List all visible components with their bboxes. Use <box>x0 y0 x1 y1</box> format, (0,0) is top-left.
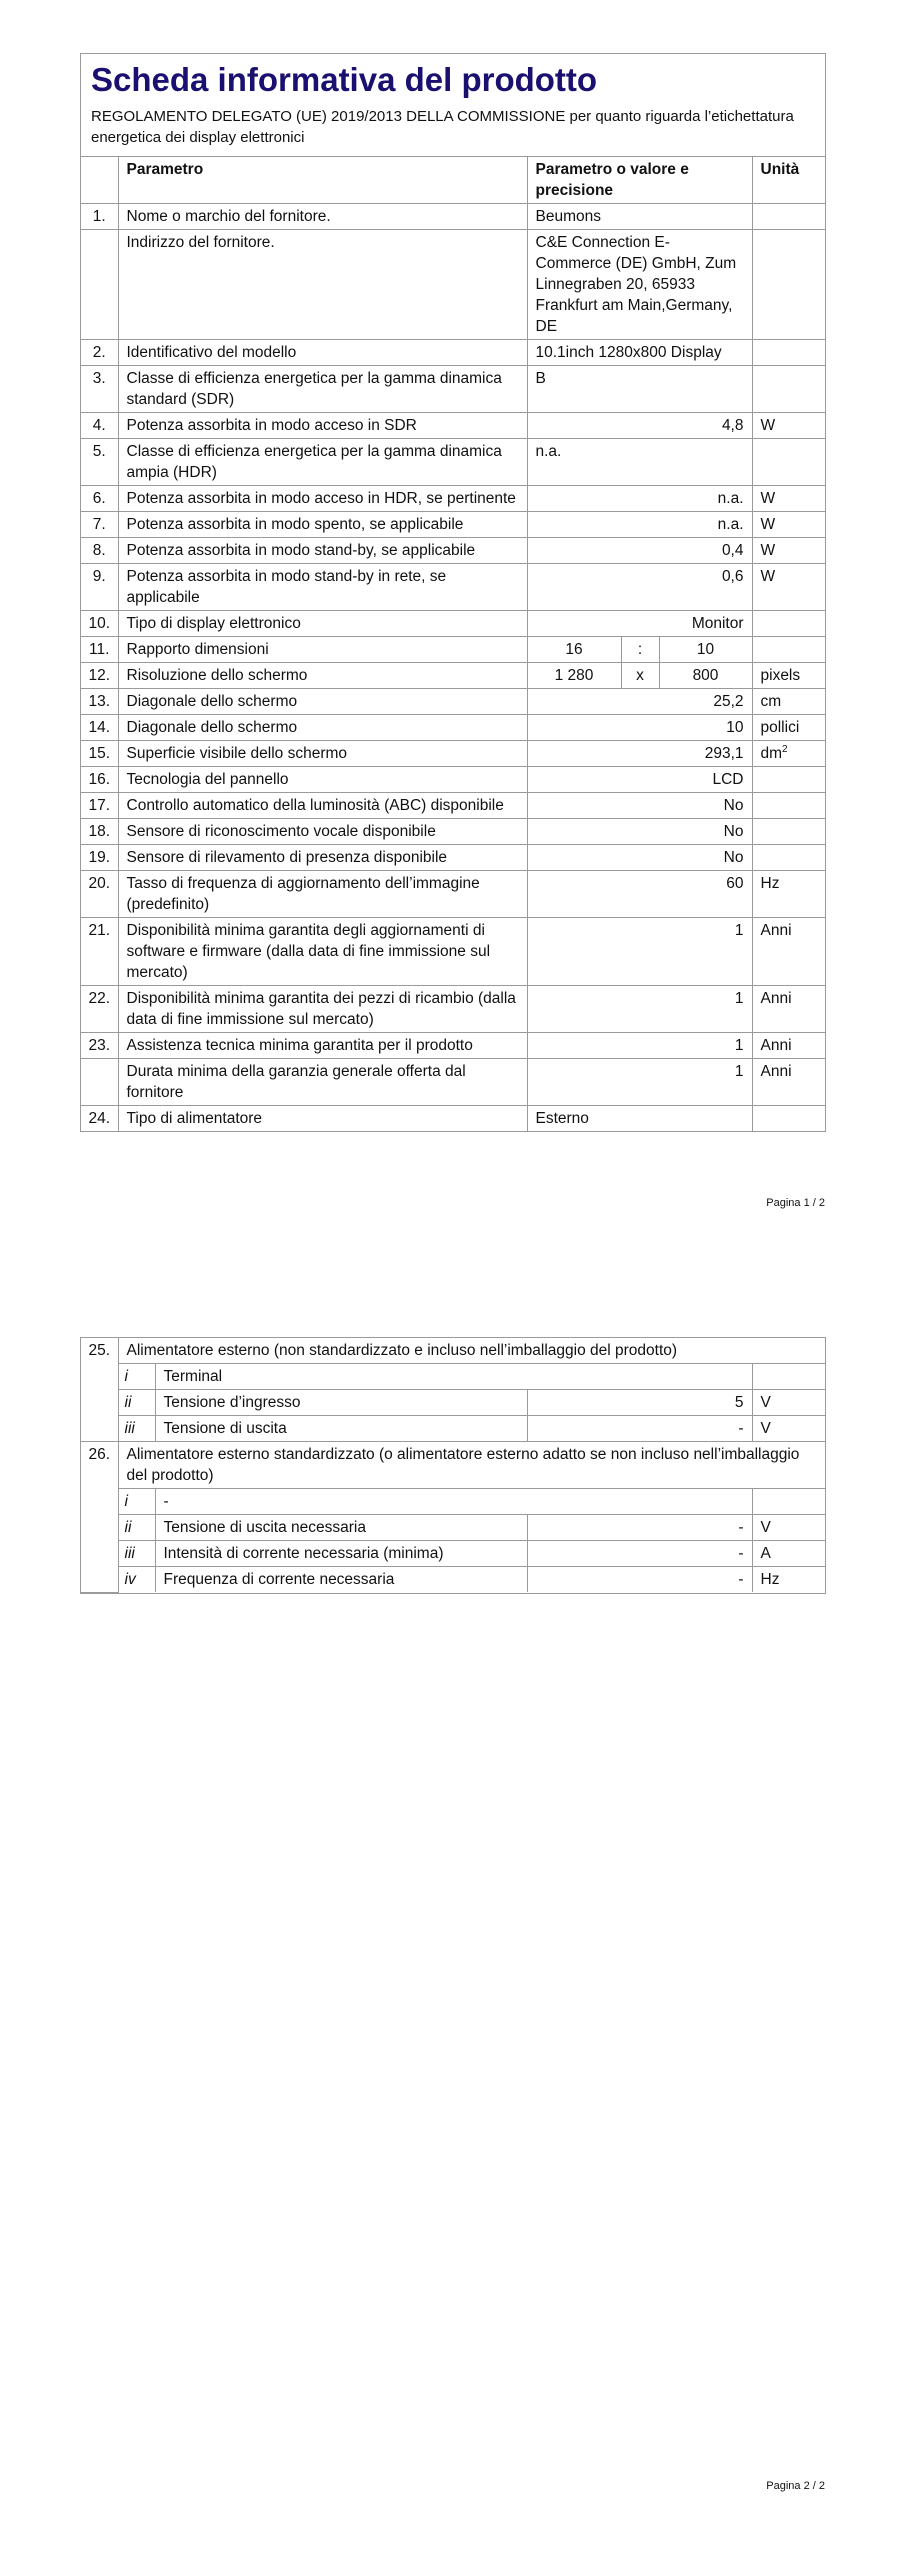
sub-row <box>81 1416 825 1442</box>
page-title: Scheda informativa del prodotto <box>91 61 598 98</box>
sub-row-unit: V <box>752 1416 825 1442</box>
section-title-row <box>81 1338 825 1364</box>
row-unit <box>752 340 825 366</box>
row-parameter: Tecnologia del pannello <box>118 767 527 793</box>
row-unit <box>752 986 825 1033</box>
row-parameter: Tasso di frequenza di aggiornamento dell’immagine (predefinito) <box>118 871 527 918</box>
row-value: 1 <box>527 986 752 1033</box>
table-row <box>81 230 825 340</box>
row-parameter: Disponibilità minima garantita dei pezzi di ricambio (dalla data di fine immissione sul mercato) <box>118 986 527 1033</box>
table-row <box>81 986 825 1033</box>
row-number: 11. <box>81 637 118 663</box>
row-number: 17. <box>81 793 118 819</box>
table-row <box>81 486 825 512</box>
row-number: 3. <box>81 366 118 413</box>
row-unit <box>752 439 825 486</box>
row-parameter: Potenza assorbita in modo stand-by, se applicabile <box>118 538 527 564</box>
product-info-sheet-page-2 <box>80 1337 826 1594</box>
row-unit <box>752 845 825 871</box>
row-number: 5. <box>81 439 118 486</box>
sub-row-parameter: Tensione d’ingresso <box>155 1390 527 1416</box>
row-parameter: Rapporto dimensioni <box>118 637 527 663</box>
table-row <box>81 1033 825 1059</box>
sub-row <box>81 1541 825 1567</box>
row-parameter: Potenza assorbita in modo spento, se applicabile <box>118 512 527 538</box>
table-row <box>81 512 825 538</box>
row-number: 7. <box>81 512 118 538</box>
row-value: Beumons <box>527 204 752 230</box>
row-unit <box>752 871 825 918</box>
sub-row-index: i <box>118 1489 155 1515</box>
row-unit: W <box>752 538 825 564</box>
row-parameter: Potenza assorbita in modo stand-by in rete, se applicabile <box>118 564 527 611</box>
row-number: 19. <box>81 845 118 871</box>
table-row <box>81 204 825 230</box>
row-number: 22. <box>81 986 118 1033</box>
row-value: No <box>527 793 752 819</box>
row-parameter: Classe di efficienza energetica per la gamma dinamica standard (SDR) <box>118 366 527 413</box>
page-number-2: Pagina 2 / 2 <box>766 2480 825 2492</box>
resolution-first-value: 1 280 <box>527 663 621 689</box>
row-parameter: Durata minima della garanzia generale offerta dal fornitore <box>118 1059 527 1106</box>
row-unit: W <box>752 564 825 611</box>
sub-row-unit: A <box>752 1541 825 1567</box>
row-parameter: Sensore di riconoscimento vocale disponibile <box>118 819 527 845</box>
sub-row-parameter: - <box>155 1489 752 1515</box>
row-value: n.a. <box>527 439 752 486</box>
table-row <box>81 689 825 715</box>
row-value: 0,4 <box>527 538 752 564</box>
row-parameter: Controllo automatico della luminosità (ABC) disponibile <box>118 793 527 819</box>
table-row <box>81 1106 825 1132</box>
row-unit <box>752 767 825 793</box>
row-value: 10 <box>527 715 752 741</box>
unit-text: Anni <box>760 990 792 1007</box>
unit-text: Anni <box>760 1037 792 1054</box>
unit-exponent: 2 <box>782 743 788 755</box>
row-number: 25. <box>81 1338 118 1442</box>
resolution-second-value: 800 <box>659 663 752 689</box>
sub-row-value: 5 <box>527 1390 752 1416</box>
sub-row-index: iv <box>118 1567 155 1593</box>
sub-row-unit <box>752 1364 825 1390</box>
row-parameter: Diagonale dello schermo <box>118 689 527 715</box>
row-value: 1 <box>527 918 752 986</box>
unit-text: pollici <box>760 719 800 736</box>
row-unit <box>752 1059 825 1106</box>
table-row <box>81 1059 825 1106</box>
row-value: Monitor <box>527 611 752 637</box>
row-value: 60 <box>527 871 752 918</box>
row-number: 9. <box>81 564 118 611</box>
row-number: 12. <box>81 663 118 689</box>
row-value: 25,2 <box>527 689 752 715</box>
row-number: 18. <box>81 819 118 845</box>
row-number: 6. <box>81 486 118 512</box>
table-row <box>81 413 825 439</box>
row-unit <box>752 741 825 767</box>
row-parameter: Classe di efficienza energetica per la gamma dinamica ampia (HDR) <box>118 439 527 486</box>
table-row <box>81 538 825 564</box>
row-unit <box>752 230 825 340</box>
row-unit <box>752 637 825 663</box>
parameters-table <box>81 157 825 1131</box>
table-row <box>81 366 825 413</box>
row-unit: W <box>752 512 825 538</box>
sub-row-unit: V <box>752 1390 825 1416</box>
row-parameter: Indirizzo del fornitore. <box>118 230 527 340</box>
row-number <box>81 230 118 340</box>
row-value: No <box>527 819 752 845</box>
row-number: 26. <box>81 1442 118 1593</box>
row-value: n.a. <box>527 512 752 538</box>
row-value: 10.1inch 1280x800 Display <box>527 340 752 366</box>
row-value: 0,6 <box>527 564 752 611</box>
table-row <box>81 715 825 741</box>
row-parameter: Risoluzione dello schermo <box>118 663 527 689</box>
row-number: 2. <box>81 340 118 366</box>
table-row <box>81 564 825 611</box>
sub-row-index: ii <box>118 1515 155 1541</box>
table-row <box>81 793 825 819</box>
table-row <box>81 439 825 486</box>
row-parameter: Superficie visibile dello schermo <box>118 741 527 767</box>
sub-row-value: - <box>527 1567 752 1593</box>
table-header-row <box>81 157 825 204</box>
row-number: 16. <box>81 767 118 793</box>
header-param: Parametro <box>118 157 527 204</box>
row-number: 8. <box>81 538 118 564</box>
sub-row-parameter: Tensione di uscita necessaria <box>155 1515 527 1541</box>
ratio-first-value: 16 <box>527 637 621 663</box>
row-parameter: Assistenza tecnica minima garantita per il prodotto <box>118 1033 527 1059</box>
row-number: 14. <box>81 715 118 741</box>
row-unit <box>752 689 825 715</box>
ratio-second-value: 10 <box>659 637 752 663</box>
row-value: 1 <box>527 1059 752 1106</box>
regulation-subtitle: REGOLAMENTO DELEGATO (UE) 2019/2013 DELLA COMMISSIONE per quanto riguarda l’etichettatura energetica dei display elettronici <box>91 108 794 146</box>
row-unit <box>752 715 825 741</box>
sub-row-index: iii <box>118 1541 155 1567</box>
section-title: Alimentatore esterno (non standardizzato e incluso nell’imballaggio del prodotto) <box>118 1338 825 1364</box>
row-unit: W <box>752 413 825 439</box>
unit-text: Hz <box>760 875 780 892</box>
row-value: 293,1 <box>527 741 752 767</box>
row-unit <box>752 366 825 413</box>
row-parameter: Tipo di alimentatore <box>118 1106 527 1132</box>
unit-text: cm <box>760 693 782 710</box>
row-number: 20. <box>81 871 118 918</box>
row-parameter: Potenza assorbita in modo acceso in SDR <box>118 413 527 439</box>
row-unit <box>752 793 825 819</box>
unit-text: dm <box>760 745 783 762</box>
product-info-sheet <box>80 53 826 1132</box>
row-value: B <box>527 366 752 413</box>
row-parameter: Disponibilità minima garantita degli aggiornamenti di software e firmware (dalla data di fine immissione sul mercato) <box>118 918 527 986</box>
table-row <box>81 871 825 918</box>
section-title-row <box>81 1442 825 1489</box>
table-row <box>81 611 825 637</box>
sub-row <box>81 1567 825 1593</box>
row-parameter: Identificativo del modello <box>118 340 527 366</box>
row-parameter: Tipo di display elettronico <box>118 611 527 637</box>
row-value: n.a. <box>527 486 752 512</box>
sheet-header <box>81 54 825 157</box>
table-row <box>81 819 825 845</box>
row-value: Esterno <box>527 1106 752 1132</box>
sub-row <box>81 1489 825 1515</box>
row-number: 1. <box>81 204 118 230</box>
sub-row-value: - <box>527 1416 752 1442</box>
row-number: 15. <box>81 741 118 767</box>
row-value: LCD <box>527 767 752 793</box>
row-parameter: Sensore di rilevamento di presenza disponibile <box>118 845 527 871</box>
sub-row-parameter: Frequenza di corrente necessaria <box>155 1567 527 1593</box>
sub-row-parameter: Intensità di corrente necessaria (minima) <box>155 1541 527 1567</box>
row-value: 1 <box>527 1033 752 1059</box>
row-unit <box>752 611 825 637</box>
table-row <box>81 340 825 366</box>
row-number: 10. <box>81 611 118 637</box>
row-value: No <box>527 845 752 871</box>
sub-row-index: i <box>118 1364 155 1390</box>
sub-row-value: - <box>527 1541 752 1567</box>
section-title: Alimentatore esterno standardizzato (o alimentatore esterno adatto se non incluso nell’imballaggio del prodotto) <box>118 1442 825 1489</box>
row-parameter: Potenza assorbita in modo acceso in HDR, se pertinente <box>118 486 527 512</box>
table-row <box>81 918 825 986</box>
row-unit <box>752 819 825 845</box>
sub-row <box>81 1364 825 1390</box>
row-number <box>81 1059 118 1106</box>
unit-text: Anni <box>760 1063 792 1080</box>
row-unit <box>752 1033 825 1059</box>
unit-text: Anni <box>760 922 792 939</box>
row-parameter: Nome o marchio del fornitore. <box>118 204 527 230</box>
sub-row-parameter: Terminal <box>155 1364 752 1390</box>
table-row <box>81 845 825 871</box>
row-number: 13. <box>81 689 118 715</box>
row-unit <box>752 918 825 986</box>
row-number: 4. <box>81 413 118 439</box>
sub-row-parameter: Tensione di uscita <box>155 1416 527 1442</box>
sub-row-index: iii <box>118 1416 155 1442</box>
table-row-ratio <box>81 637 825 663</box>
sub-row-unit: Hz <box>752 1567 825 1593</box>
row-number: 23. <box>81 1033 118 1059</box>
sub-row <box>81 1390 825 1416</box>
row-number: 21. <box>81 918 118 986</box>
page-number-1: Pagina 1 / 2 <box>766 1197 825 1209</box>
row-unit <box>752 204 825 230</box>
header-unit: Unità <box>752 157 825 204</box>
table-row-resolution <box>81 663 825 689</box>
sub-row <box>81 1515 825 1541</box>
sub-row-unit <box>752 1489 825 1515</box>
power-supply-table <box>81 1338 825 1593</box>
sub-row-unit: V <box>752 1515 825 1541</box>
ratio-separator: : <box>621 637 659 663</box>
row-unit <box>752 1106 825 1132</box>
row-parameter: Diagonale dello schermo <box>118 715 527 741</box>
sub-row-index: ii <box>118 1390 155 1416</box>
table-row <box>81 741 825 767</box>
row-unit: W <box>752 486 825 512</box>
row-unit: pixels <box>752 663 825 689</box>
row-value: 4,8 <box>527 413 752 439</box>
header-value: Parametro o valore e precisione <box>527 157 752 204</box>
row-number: 24. <box>81 1106 118 1132</box>
row-value: C&E Connection E-Commerce (DE) GmbH, Zum Linnegraben 20, 65933 Frankfurt am Main,Germany, DE <box>527 230 752 340</box>
resolution-separator: x <box>621 663 659 689</box>
table-row <box>81 767 825 793</box>
sub-row-value: - <box>527 1515 752 1541</box>
